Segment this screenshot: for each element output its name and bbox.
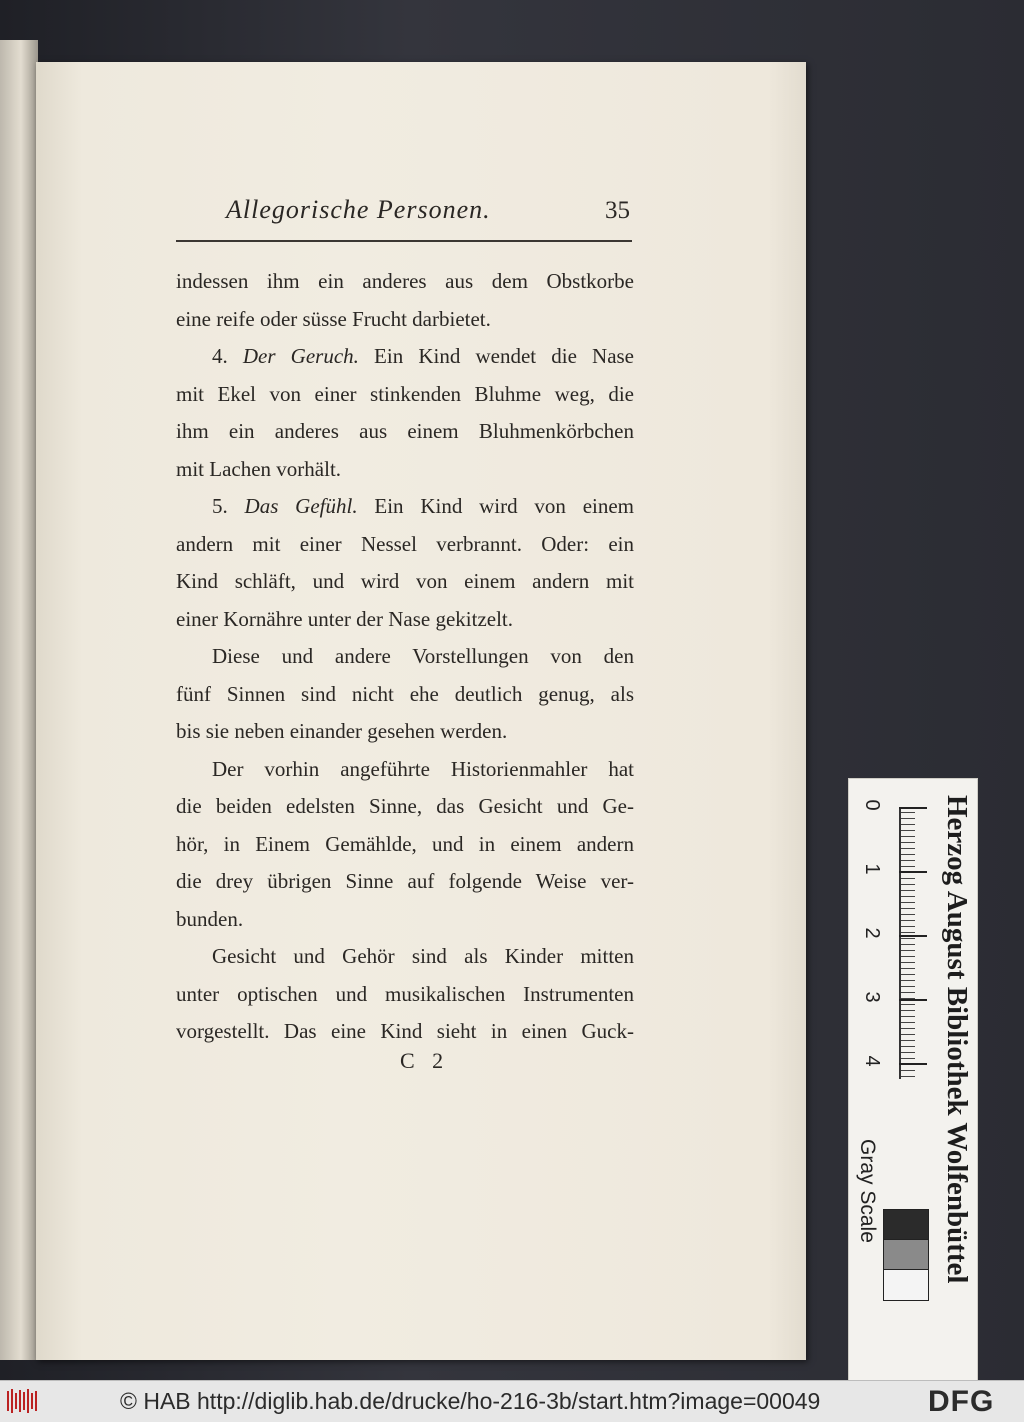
text-line [176, 863, 634, 901]
text-line [176, 488, 634, 526]
text-line [176, 301, 634, 339]
item-number: 4. [212, 344, 243, 368]
line-text: bunden. [176, 906, 244, 931]
line-text: die drey übrigen Sinne auf folgende Weise ver- [176, 869, 634, 893]
body-text [176, 263, 634, 1051]
ruler-major-tick [899, 935, 927, 937]
text-line [176, 601, 634, 639]
line-text: eine reife oder süsse Frucht darbietet. [176, 306, 491, 331]
text-line [176, 526, 634, 564]
page-number: 35 [605, 197, 630, 224]
italic-heading: Das Gefühl. [244, 494, 358, 518]
line-text: einer Kornähre unter der Nase gekitzelt. [176, 606, 514, 631]
text-line [176, 413, 634, 451]
gray-swatch [883, 1209, 929, 1241]
line-text: Ein Kind wird von einem [357, 494, 635, 518]
color-scale-card [848, 778, 978, 1404]
ruler-major-tick [899, 1063, 927, 1065]
text-line [176, 451, 634, 489]
gray-scale-label: Gray Scale [856, 1139, 879, 1243]
line-text: andern mit einer Nessel verbrannt. Oder: ein [176, 531, 634, 556]
ruler-number: 0 [861, 799, 883, 811]
text-line [176, 638, 634, 676]
signature-mark: C 2 [400, 1048, 450, 1073]
line-text: unter optischen und musikalischen Instrumenten [176, 981, 634, 1006]
previous-page-edge [0, 40, 38, 1360]
item-number: 5. [212, 494, 245, 518]
running-head [226, 193, 636, 233]
running-title: Allegorische Personen. [226, 195, 491, 224]
footer-bar [0, 1380, 1024, 1422]
line-text: hör, in Einem Gemählde, und in einem andern [176, 831, 634, 856]
line-text: vorgestellt. Das eine Kind sieht in einen Guck- [176, 1019, 634, 1043]
text-line [176, 788, 634, 826]
text-line [176, 563, 634, 601]
ruler-major-tick [899, 807, 927, 809]
line-text: fünf Sinnen sind nicht ehe deutlich genug, als [176, 681, 634, 706]
dfg-logo: DFG [928, 1385, 995, 1418]
ruler-number: 2 [861, 927, 883, 939]
text-line [176, 976, 634, 1014]
text-line [176, 713, 634, 751]
library-name: Herzog August Bibliothek Wolfenbüttel [941, 795, 973, 1284]
copyright-link[interactable]: © HAB http://diglib.hab.de/drucke/ho-216-3b/start.htm?image=00049 [120, 1388, 821, 1414]
line-text: Diese und andere Vorstellungen von den [212, 644, 634, 668]
text-line [176, 376, 634, 414]
text-line [176, 938, 634, 976]
ruler-number: 4 [861, 1055, 883, 1067]
hab-barcode-icon [6, 1388, 38, 1414]
text-line [176, 751, 634, 789]
gray-swatch [883, 1269, 929, 1301]
header-rule [176, 240, 632, 242]
line-text: indessen ihm ein anderes aus dem Obstkorbe [176, 269, 634, 293]
italic-heading: Der Geruch. [242, 344, 359, 368]
line-text: Kind schläft, und wird von einem andern mit [176, 569, 634, 593]
text-line [176, 263, 634, 301]
line-text: mit Lachen vorhält. [176, 456, 342, 481]
text-line [176, 826, 634, 864]
line-text: Ein Kind wendet die Nase [358, 344, 635, 368]
line-text: die beiden edelsten Sinne, das Gesicht und Ge- [176, 794, 634, 818]
line-text: bis sie neben einander gesehen werden. [176, 719, 508, 743]
ruler-major-tick [899, 871, 927, 873]
line-text: Gesicht und Gehör sind als Kinder mitten [212, 944, 634, 968]
ruler-major-tick [899, 999, 927, 1001]
gray-swatch [883, 1239, 929, 1271]
ruler-number: 3 [861, 991, 883, 1003]
text-line [176, 676, 634, 714]
line-text: mit Ekel von einer stinkenden Bluhme weg, die [176, 381, 634, 406]
line-text: ihm ein anderes aus einem Bluhmenkörbchen [176, 419, 634, 443]
ruler-ticks [899, 807, 927, 1079]
text-line [176, 1013, 634, 1051]
ruler-number: 1 [861, 863, 883, 875]
line-text: Der vorhin angeführte Historienmahler hat [212, 756, 634, 781]
text-line [176, 338, 634, 376]
ruler-numbers [849, 779, 893, 1099]
text-line [176, 901, 634, 939]
